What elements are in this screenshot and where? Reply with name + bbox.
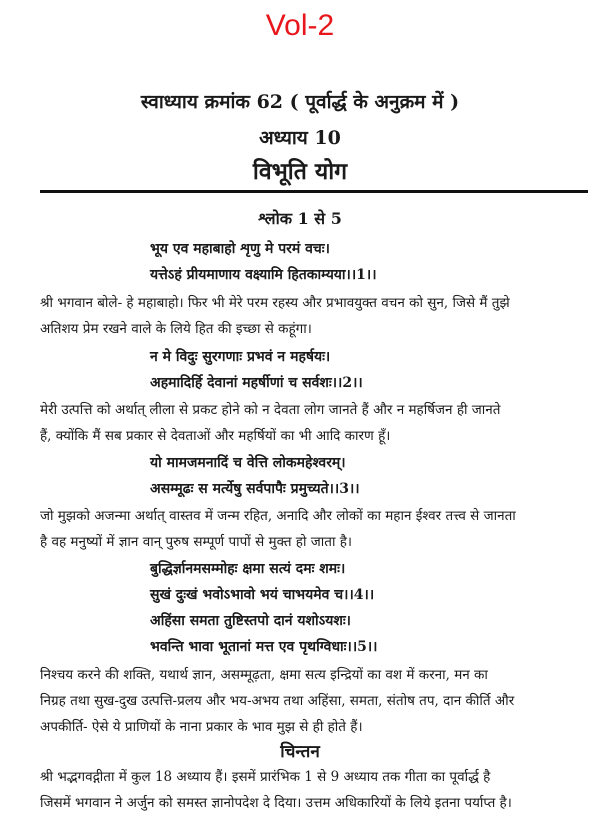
verse-line: बुद्धिर्ज्ञानमसम्मोहः क्षमा सत्यं दमः शमः।	[150, 561, 346, 577]
prose-line: है वह मनुष्यों में ज्ञान वान् पुरुष सम्पूर्ण पापों से मुक्त हो जाता है।	[40, 534, 353, 550]
chapter-name: विभूति योग	[252, 158, 348, 185]
verse-line: अहमादिर्हि देवानां महर्षीणां च सर्वशः।।2।।	[150, 375, 363, 391]
reflection-paragraph	[40, 764, 588, 816]
prose-line: मेरी उत्पत्ति को अर्थात् लीला से प्रकट होने को न देवता लोग जानते हैं और न महर्षिजन ही जानते	[40, 402, 501, 418]
verse-3	[150, 450, 570, 502]
verse-line: यो मामजमनादिं च वेत्ति लोकमहेश्वरम्।	[150, 455, 346, 471]
prose-line: जिसमें भगवान ने अर्जुन को समस्त ज्ञानोपदेश दे दिया। उत्तम अधिकारियों के लिये इतना पर्याप्त है।	[40, 795, 512, 811]
prose-line: अपकीर्ति- ऐसे ये प्राणियों के नाना प्रकार के भाव मुझ से ही होते हैं।	[40, 719, 363, 735]
title-divider	[40, 190, 588, 193]
chapter-title: अध्याय 10	[259, 127, 341, 149]
shloka-heading: श्लोक 1 से 5	[258, 209, 342, 228]
chintan-heading: चिन्तन	[280, 742, 320, 762]
verse-line: असम्मूढः स मर्त्येषु सर्वपापैः प्रमुच्यते।।3।।	[150, 481, 360, 497]
translation-4	[40, 662, 588, 740]
verse-1	[150, 236, 570, 288]
verse-2	[150, 344, 570, 396]
verse-line: भूय एव महाबाहो शृणु मे परमं वचः।	[150, 241, 330, 257]
verse-line: अहिंसा समता तुष्टिस्तपो दानं यशोऽयशः।	[150, 613, 351, 629]
prose-line: निग्रह तथा सुख-दुख उत्पत्ति-प्रलय और भय-अभय तथा अहिंसा, समता, संतोष तप, दान कीर्ति और	[40, 693, 515, 709]
verse-line: सुखं दुःखं भवोऽभावो भयं चाभयमेव च।।4।।	[150, 587, 375, 603]
prose-line: निश्चय करने की शक्ति, यथार्थ ज्ञान, असम्मूढ़ता, क्षमा सत्य इन्द्रियों का वश में करना, मन का	[40, 667, 488, 683]
lesson-title: स्वाध्याय क्रमांक 62 ( पूर्वार्द्ध के अनुक्रम में )	[140, 91, 460, 113]
verse-4-5	[150, 556, 570, 660]
volume-label: Vol-2	[265, 9, 335, 42]
prose-line: जो मुझको अजन्मा अर्थात् वास्तव में जन्म रहित, अनादि और लोकों का महान ईश्वर तत्त्व से जानता	[40, 508, 516, 524]
prose-line: हैं, क्योंकि मैं सब प्रकार से देवताओं और महर्षियों का भी आदि कारण हूँ।	[40, 428, 391, 444]
prose-line: श्री भगवान बोले- हे महाबाहो। फिर भी मेरे परम रहस्य और प्रभावयुक्त वचन को सुन, जिसे मैं तुझे	[40, 295, 510, 311]
translation-2	[40, 397, 588, 449]
prose-line: श्री भद्भगवद्गीता में कुल 18 अध्याय हैं। इसमें प्रारंभिक 1 से 9 अध्याय तक गीता का पूर्वार्द्ध है	[40, 769, 491, 785]
prose-line: अतिशय प्रेम रखने वाले के लिये हित की इच्छा से कहूंगा।	[40, 321, 312, 337]
verse-line: न मे विदुः सुरगणाः प्रभवं न महर्षयः।	[150, 349, 331, 365]
verse-line: यत्तेऽहं प्रीयमाणाय वक्ष्यामि हितकाम्यया।।1।।	[150, 267, 377, 283]
translation-1	[40, 290, 588, 342]
translation-3	[40, 503, 588, 555]
verse-line: भवन्ति भावा भूतानां मत्त एव पृथग्विधाः।।5।।	[150, 639, 378, 655]
